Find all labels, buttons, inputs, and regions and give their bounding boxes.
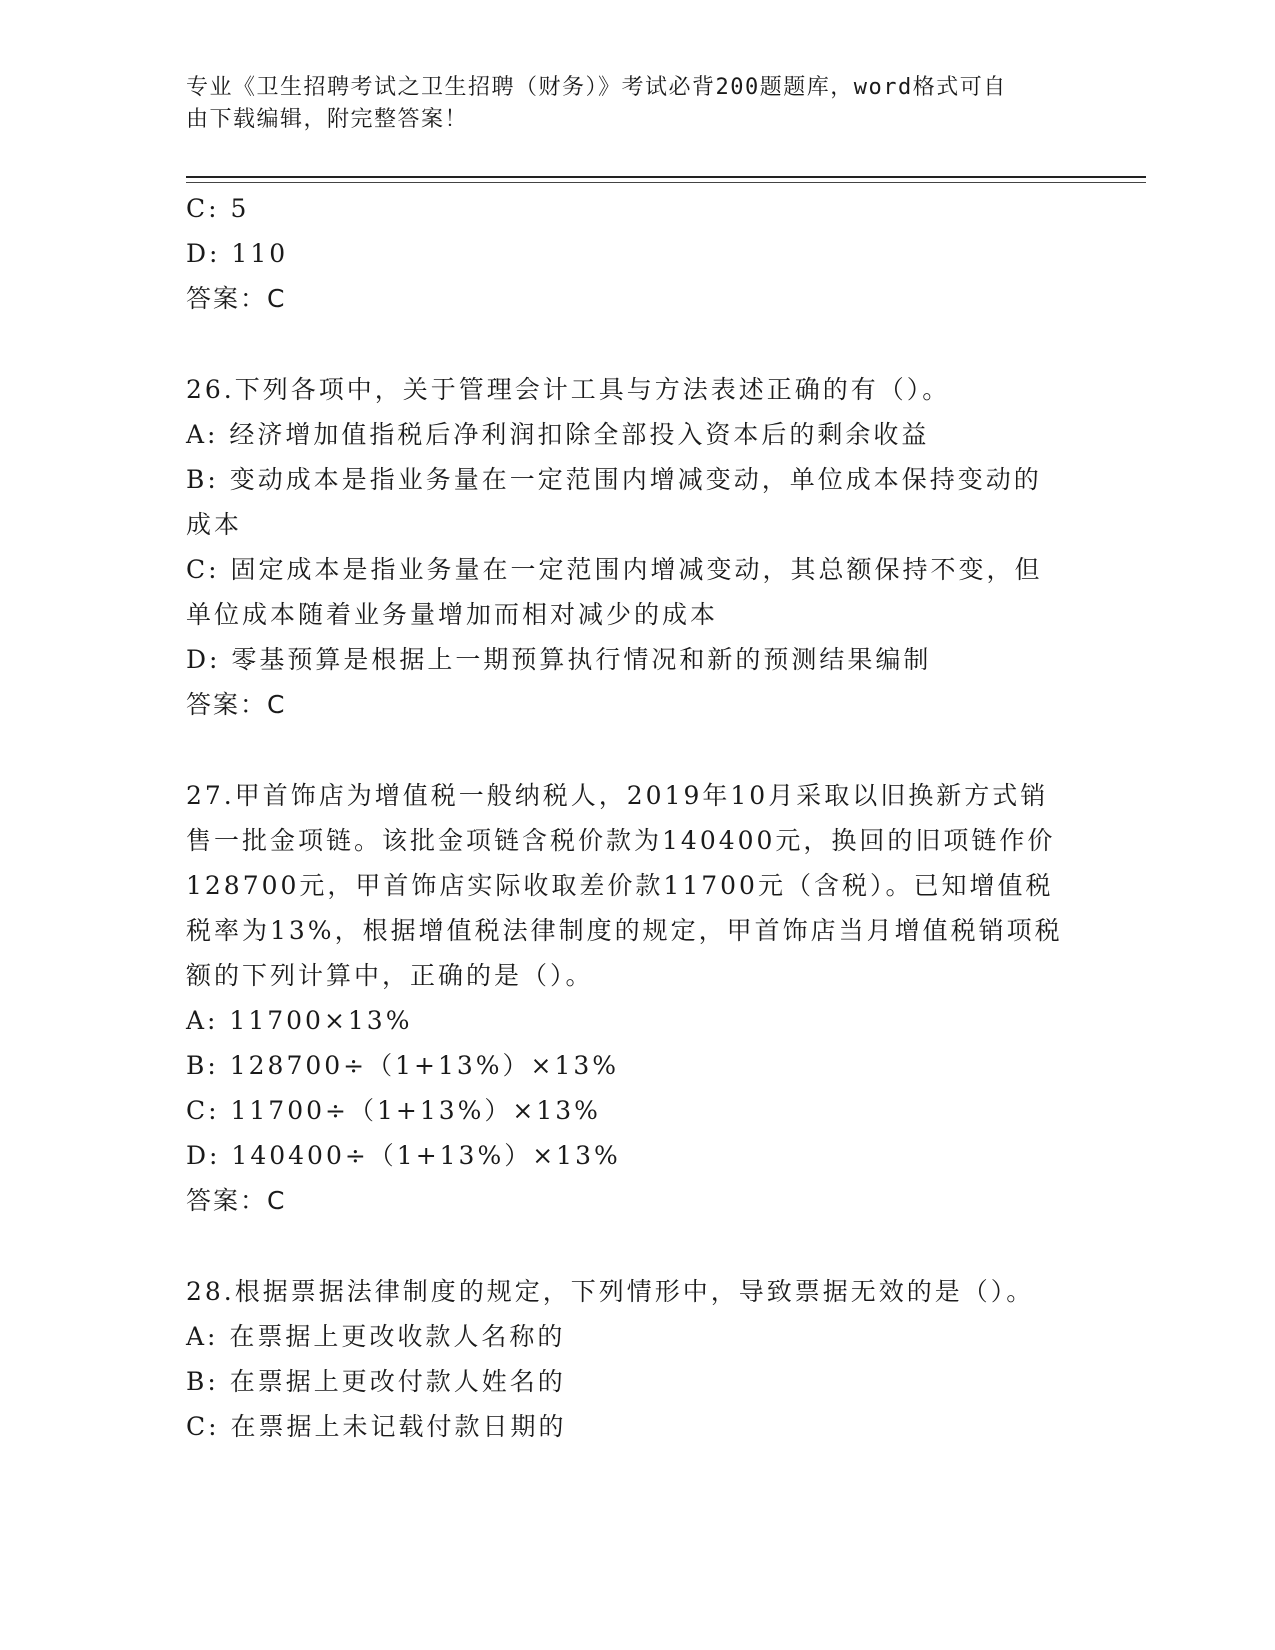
option-d: D: 零基预算是根据上一期预算执行情况和新的预测结果编制 bbox=[186, 645, 932, 674]
question-stem: 26.下列各项中，关于管理会计工具与方法表述正确的有（）。 bbox=[186, 375, 951, 404]
option-c-line-2: 单位成本随着业务量增加而相对减少的成本 bbox=[186, 600, 719, 629]
header-rule-thin bbox=[186, 182, 1146, 183]
question-stem-line-4: 税率为13%，根据增值税法律制度的规定，甲首饰店当月增值税销项税 bbox=[186, 916, 1063, 945]
option-c: C: 5 bbox=[186, 194, 250, 223]
spacer bbox=[186, 1223, 1086, 1269]
spacer bbox=[186, 321, 1086, 367]
question-stem-line-2: 售一批金项链。该批金项链含税价款为140400元，换回的旧项链作价 bbox=[186, 826, 1056, 855]
option-b-line-1: B: 变动成本是指业务量在一定范围内增减变动，单位成本保持变动的 bbox=[186, 465, 1042, 494]
option-c: C: 11700÷（1+13%）×13% bbox=[186, 1096, 601, 1125]
answer-line: 答案：C bbox=[186, 690, 287, 719]
option-d: D: 110 bbox=[186, 239, 289, 268]
question-stem-line-1: 27.甲首饰店为增值税一般纳税人，2019年10月采取以旧换新方式销 bbox=[186, 781, 1049, 810]
answer-line: 答案：C bbox=[186, 1186, 287, 1215]
question-stem-line-5: 额的下列计算中，正确的是（）。 bbox=[186, 961, 594, 990]
question-27 bbox=[186, 773, 1086, 1223]
question-28 bbox=[186, 1269, 1086, 1449]
question-26 bbox=[186, 367, 1086, 727]
option-b-line-2: 成本 bbox=[186, 510, 243, 539]
header-rule-thick bbox=[186, 176, 1146, 178]
document-header bbox=[186, 72, 1066, 136]
spacer bbox=[186, 727, 1086, 773]
option-c: C: 在票据上未记载付款日期的 bbox=[186, 1412, 567, 1441]
option-b: B: 128700÷（1+13%）×13% bbox=[186, 1051, 620, 1080]
option-a: A: 经济增加值指税后净利润扣除全部投入资本后的剩余收益 bbox=[186, 420, 930, 449]
question-content bbox=[186, 186, 1086, 1449]
option-c-line-1: C: 固定成本是指业务量在一定范围内增减变动，其总额保持不变，但 bbox=[186, 555, 1043, 584]
question-stem: 28.根据票据法律制度的规定，下列情形中，导致票据无效的是（）。 bbox=[186, 1277, 1035, 1306]
header-line-2: 由下载编辑，附完整答案！ bbox=[186, 107, 469, 132]
answer-line: 答案：C bbox=[186, 284, 287, 313]
question-25-tail bbox=[186, 186, 1086, 321]
question-stem-line-3: 128700元，甲首饰店实际收取差价款11700元（含税）。已知增值税 bbox=[186, 871, 1054, 900]
option-b: B: 在票据上更改付款人姓名的 bbox=[186, 1367, 566, 1396]
header-line-1: 专业《卫生招聘考试之卫生招聘（财务）》考试必背200题题库，word格式可自 bbox=[186, 75, 1007, 100]
option-a: A: 11700×13% bbox=[186, 1006, 413, 1035]
option-a: A: 在票据上更改收款人名称的 bbox=[186, 1322, 566, 1351]
option-d: D: 140400÷（1+13%）×13% bbox=[186, 1141, 621, 1170]
